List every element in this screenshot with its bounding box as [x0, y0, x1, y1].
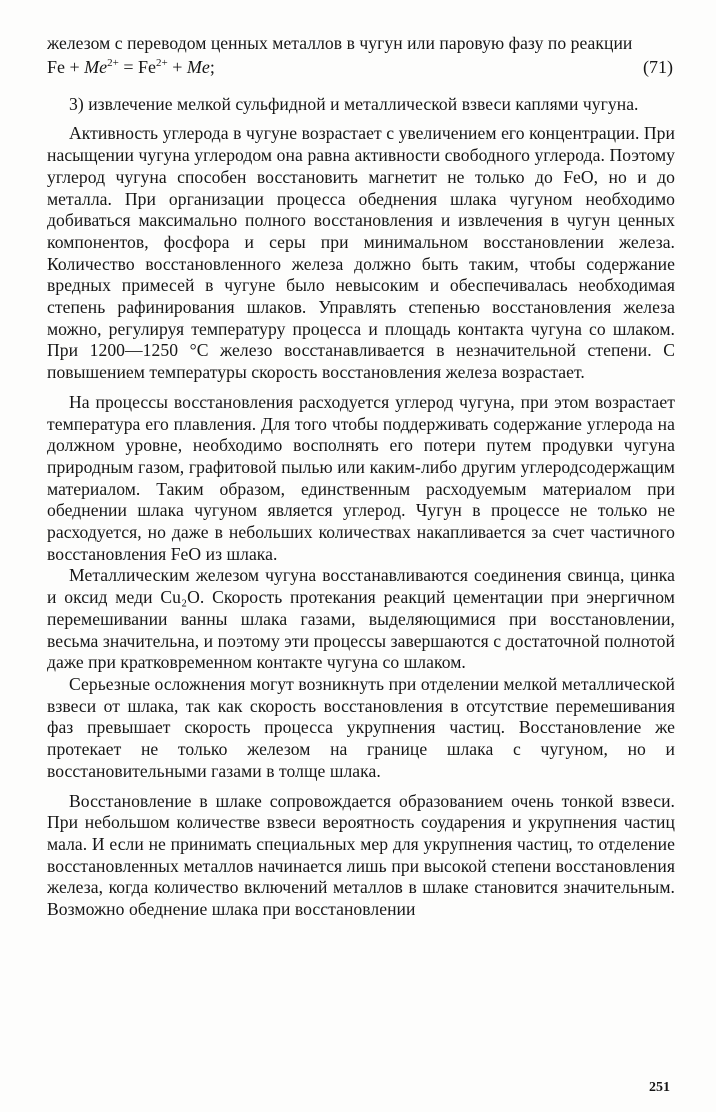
eq-charge: 2+ — [107, 56, 119, 69]
paragraph-carbon-consumption: На процессы восстановления расходуется углерод чугуна, при этом возрастает температура его плавления. Для того чтобы поддерживать содержание углерода на должном уровне, необходимо восполнять его потери путем продувки чугуна природным газом, графитовой пылью или каким-либо другим углеродсодержащим материалом. Таким образом, единственным расходуемым материалом при обеднении шлака чугуном является углерод. Чугун в процессе не только не расходуется, но даже в небольших количествах накапливается за счет частичного восстановления FeO из шлака. — [47, 391, 675, 564]
eq-me2: Me — [186, 56, 210, 77]
equation-formula — [47, 56, 215, 78]
paragraph-list-item-3: 3) извлечение мелкой сульфидной и металлической взвеси каплями чугуна. — [69, 93, 639, 114]
eq-me: Me — [84, 56, 108, 77]
eq-end: ; — [209, 56, 215, 77]
paragraph-continuation: железом с переводом ценных металлов в чугун или паровую фазу по реакции — [47, 33, 633, 53]
equation-71 — [47, 56, 675, 78]
eq-charge2: 2+ — [156, 56, 168, 69]
eq-fe2: Fe — [138, 56, 157, 77]
body-text — [47, 33, 675, 921]
paragraph-complications: Серьезные осложнения могут возникнуть при отделении мелкой металлической взвеси от шлака, так как скорость восстановления в отсутствие перемешивания фаз превышает скорость процесса укрупнения частиц. Восстановление же протекает не только железом на границе шлака с чугуном, но и восстановительными газами в толще шлака. — [47, 673, 675, 781]
paragraph-carbon-activity: Активность углерода в чугуне возрастает с увеличением его концентрации. При насыщении чугуна углеродом она равна активности свободного углерода. Поэтому углерод чугуна способен восстановить магнетит не только до FeO, но и до металла. При организации процесса обеднения шлака чугуном необходимо добиваться максимально полного восстановления и извлечения в чугун ценных компонентов, фосфора и серы при минимальном восстановлении железа. Количество восстановленного железа должно быть таким, чтобы содержание вредных примесей в чугуне было невысоким и обеспечивалась необходимая степень рафинирования шлаков. Управлять степенью восстановления железа можно, регулируя температуру процесса и площадь контакта чугуна со шлаком. При 1200—1250 °С железо восстанавливается в незначительной степени. С повышением температуры скорость восстановления железа возрастает. — [47, 123, 675, 383]
eq-plus: + — [65, 56, 85, 77]
equation-number: (71) — [643, 56, 673, 77]
eq-equals: = — [118, 56, 139, 77]
page-number: 251 — [649, 1080, 670, 1095]
paragraph-cementation: Металлическим железом чугуна восстанавливаются соединения свинца, цинка и оксид меди Cu₂O. Скорость протекания реакций цементации при энергичном перемешивании ванны шлака газами, выделяющимися при восстановлении, весьма значительна, и поэтому эти процессы завершаются с достаточной полнотой даже при кратковременном контакте чугуна со шлаком. — [47, 565, 675, 673]
paragraph-fine-suspension: Восстановление в шлаке сопровождается образованием очень тонкой взвеси. При небольшом количестве взвеси вероятность соударения и укрупнения частиц мала. И если не принимать специальных мер для укрупнения частиц, то отделение восстановленных металлов начинается лишь при высокой степени восстановления железа, когда количество включений металлов в шлаке становится значительным. Возможно обеднение шлака при восстановлении — [47, 790, 675, 920]
eq-plus2: + — [167, 56, 187, 77]
eq-fe: Fe — [47, 56, 65, 77]
